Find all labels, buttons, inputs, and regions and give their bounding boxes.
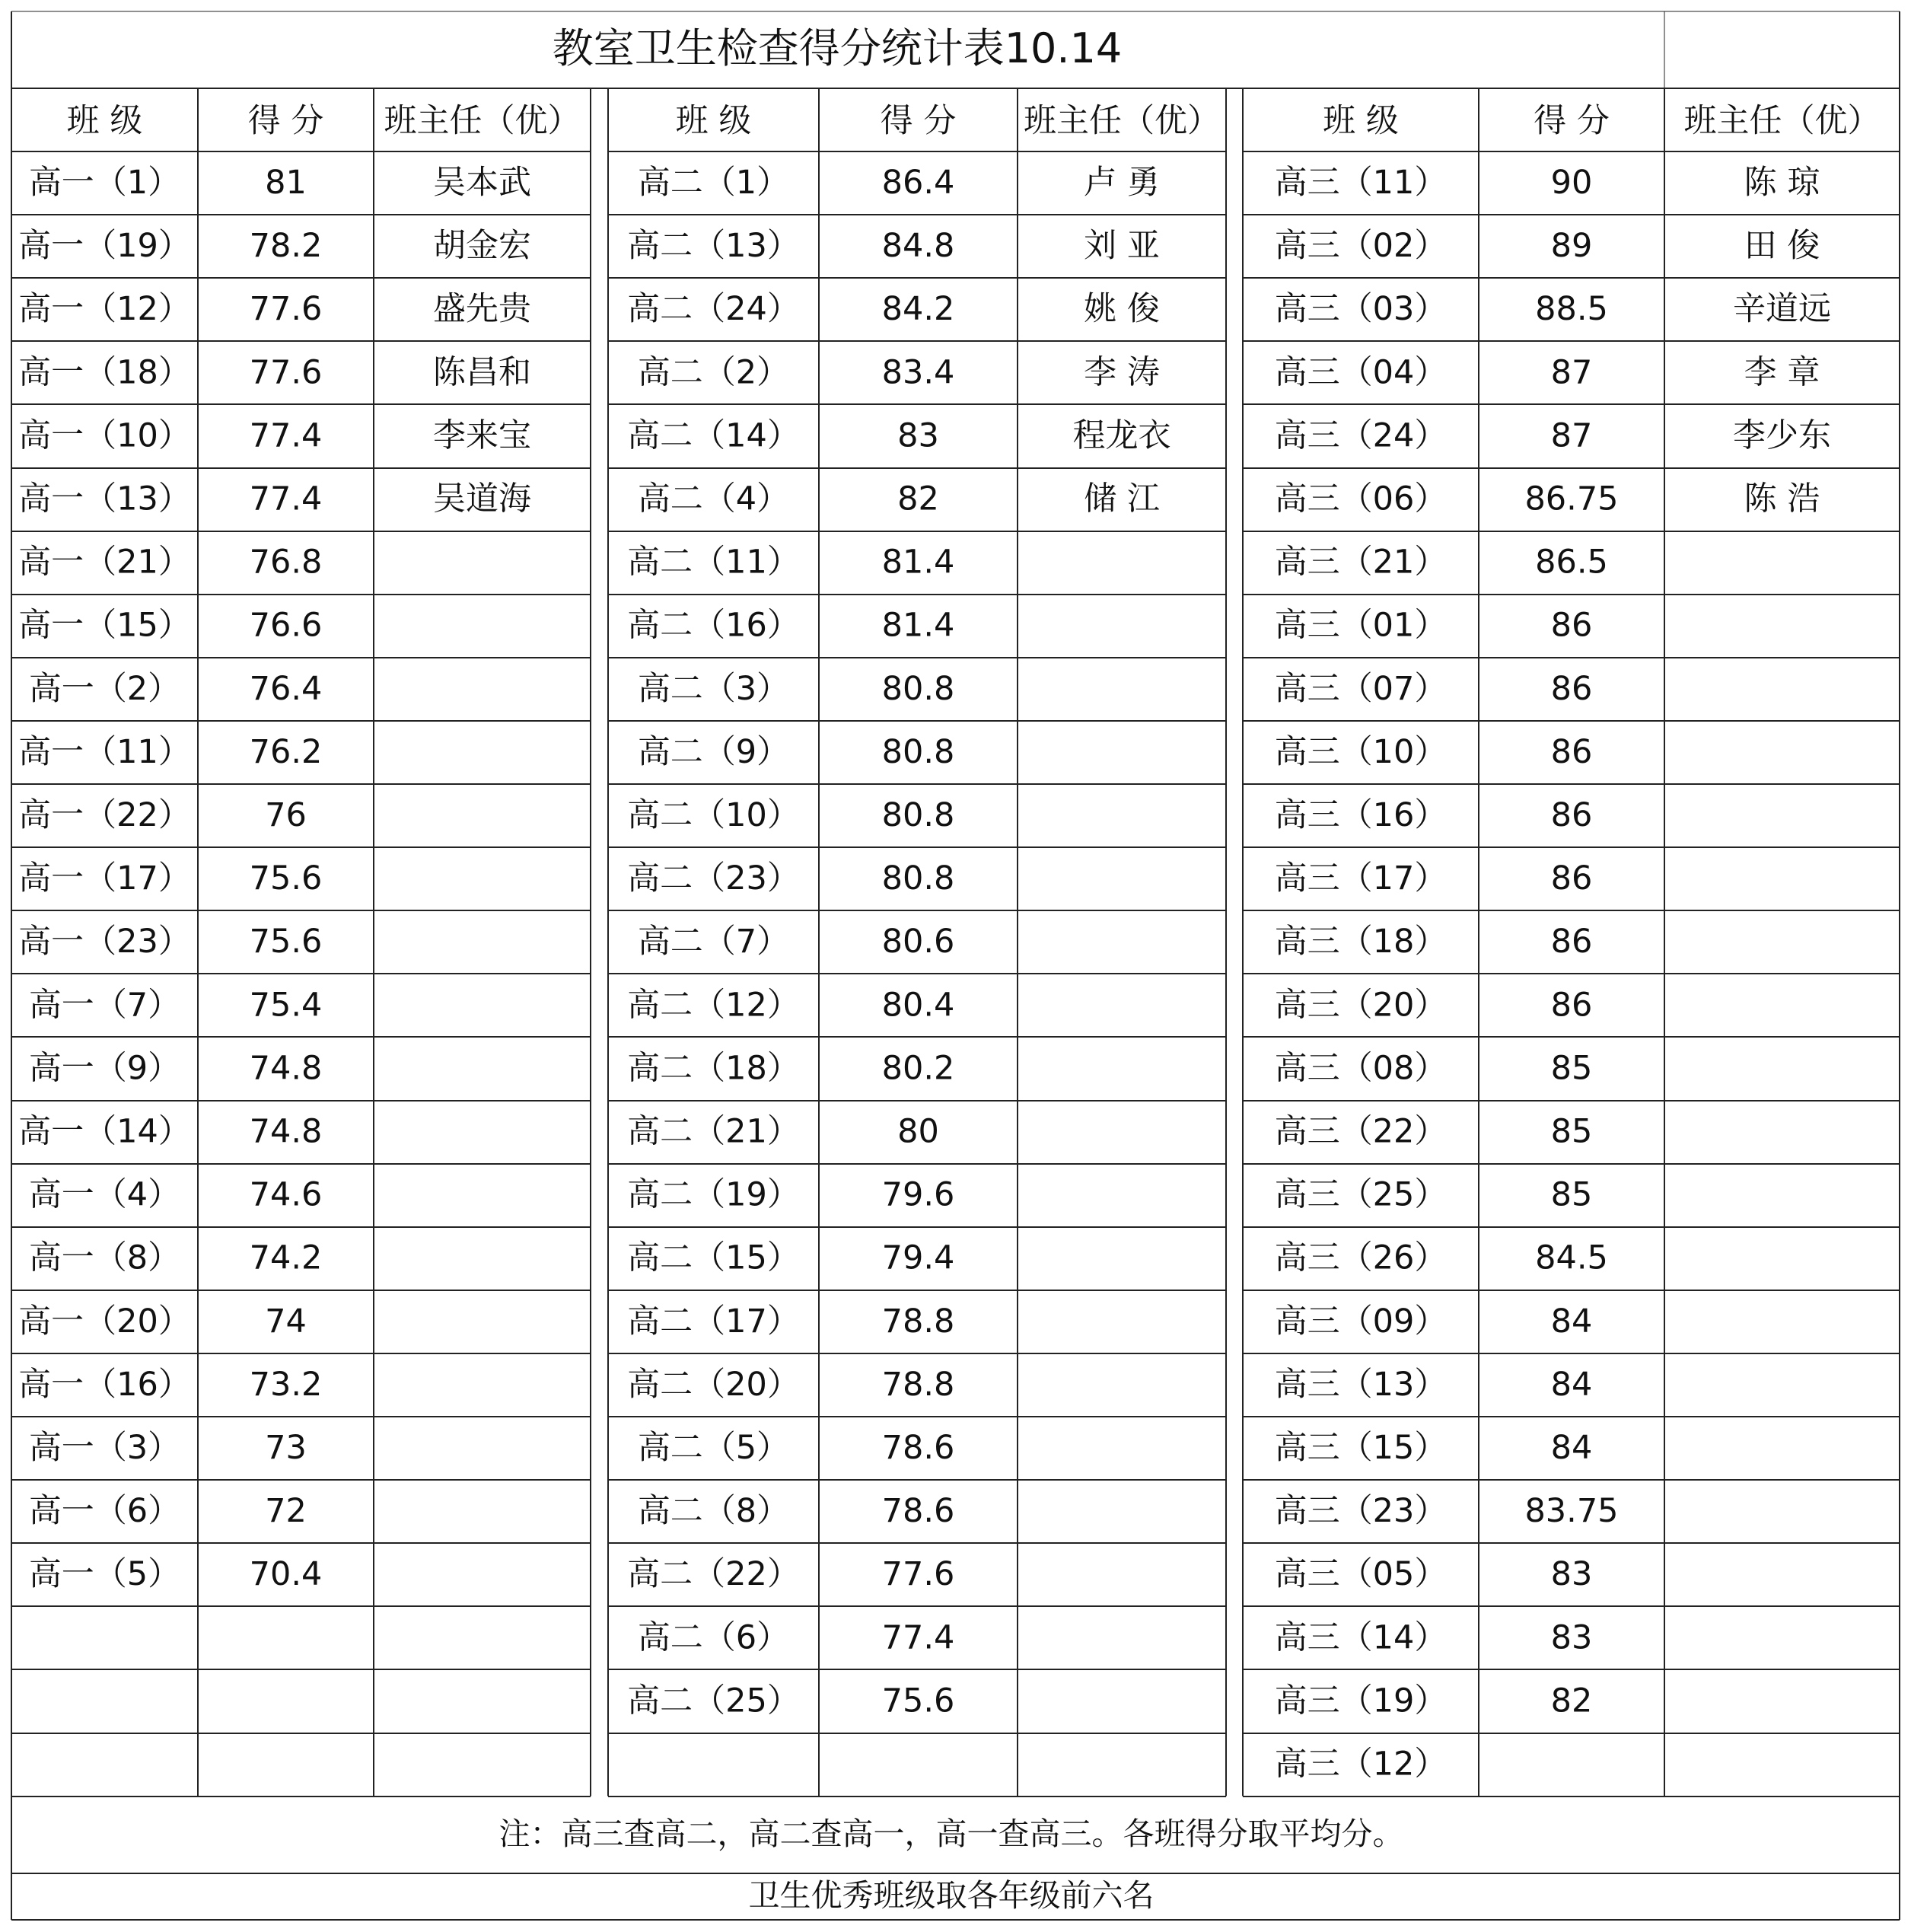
cell-class: 高一（10） bbox=[18, 416, 191, 455]
cell-class: 高一（20） bbox=[18, 1302, 191, 1341]
cell-class: 高三（09） bbox=[1274, 1302, 1448, 1341]
cell-teacher: 吴本武 bbox=[433, 164, 531, 202]
cell-class: 高二（9） bbox=[637, 732, 790, 771]
cell-class: 高三（25） bbox=[1274, 1175, 1448, 1214]
cell-class: 高二（6） bbox=[637, 1618, 790, 1657]
cell-teacher: 程龙衣 bbox=[1072, 416, 1171, 455]
cell-class: 高二（15） bbox=[627, 1239, 800, 1277]
cell-teacher: 辛道远 bbox=[1733, 290, 1831, 329]
cell-class: 高一（21） bbox=[18, 543, 191, 582]
cell-score: 83.4 bbox=[881, 353, 955, 392]
cell-class: 高一（6） bbox=[28, 1492, 181, 1531]
cell-class: 高二（23） bbox=[627, 859, 800, 898]
cell-score: 76 bbox=[265, 796, 307, 834]
cell-score: 74.2 bbox=[249, 1239, 323, 1277]
cell-score: 84 bbox=[1550, 1365, 1593, 1404]
cell-score: 77.4 bbox=[249, 480, 323, 518]
cell-class: 高三（21） bbox=[1274, 543, 1448, 582]
cell-class: 高三（24） bbox=[1274, 416, 1448, 455]
table-header-row bbox=[67, 102, 1881, 140]
cell-score: 84.5 bbox=[1535, 1239, 1608, 1277]
cell-class: 高三（11） bbox=[1274, 164, 1448, 202]
cell-class: 高一（19） bbox=[18, 227, 191, 266]
sheet-title: 教室卫生检查得分统计表10.14 bbox=[552, 24, 1123, 72]
cell-score: 77.6 bbox=[249, 353, 323, 392]
cell-score: 74 bbox=[265, 1302, 307, 1341]
cell-class: 高三（01） bbox=[1274, 606, 1448, 645]
cell-score: 87 bbox=[1550, 416, 1593, 455]
cell-class: 高一（4） bbox=[28, 1175, 181, 1214]
cell-teacher: 陈 琼 bbox=[1744, 164, 1820, 202]
cell-class: 高三（02） bbox=[1274, 227, 1448, 266]
cell-class: 高一（1） bbox=[28, 164, 181, 202]
cell-score: 84 bbox=[1550, 1302, 1593, 1341]
excellence-rule-note: 卫生优秀班级取各年级前六名 bbox=[748, 1877, 1155, 1914]
cell-class: 高三（04） bbox=[1274, 353, 1448, 392]
cell-class: 高二（18） bbox=[627, 1049, 800, 1088]
cell-score: 77.4 bbox=[881, 1618, 955, 1657]
cell-class: 高二（11） bbox=[627, 543, 800, 582]
cell-class: 高二（19） bbox=[627, 1175, 800, 1214]
cell-class: 高三（05） bbox=[1274, 1555, 1448, 1594]
cell-score: 78.8 bbox=[881, 1302, 955, 1341]
cell-class: 高三（14） bbox=[1274, 1618, 1448, 1657]
cell-score: 80.6 bbox=[881, 923, 955, 961]
cell-class: 高二（22） bbox=[627, 1555, 800, 1594]
cell-score: 80.4 bbox=[881, 986, 955, 1025]
cell-score: 78.6 bbox=[881, 1492, 955, 1531]
cell-score: 75.6 bbox=[249, 923, 323, 961]
cell-score: 81.4 bbox=[881, 543, 955, 582]
cell-class: 高二（1） bbox=[637, 164, 790, 202]
cell-teacher: 李少东 bbox=[1733, 416, 1831, 455]
cell-score: 76.4 bbox=[249, 669, 323, 708]
cell-class: 高二（2） bbox=[637, 353, 790, 392]
cell-class: 高二（21） bbox=[627, 1112, 800, 1151]
cell-class: 高一（3） bbox=[28, 1429, 181, 1467]
cell-score: 73.2 bbox=[249, 1365, 323, 1404]
cell-class: 高三（15） bbox=[1274, 1429, 1448, 1467]
cell-score: 75.6 bbox=[249, 859, 323, 898]
cell-class: 高一（12） bbox=[18, 290, 191, 329]
cell-score: 78.8 bbox=[881, 1365, 955, 1404]
cell-score: 80.8 bbox=[881, 732, 955, 771]
cell-class: 高一（22） bbox=[18, 796, 191, 834]
cell-class: 高二（17） bbox=[627, 1302, 800, 1341]
cell-class: 高三（19） bbox=[1274, 1682, 1448, 1720]
cell-score: 83 bbox=[1550, 1618, 1593, 1657]
cell-class: 高三（13） bbox=[1274, 1365, 1448, 1404]
header-teacher-grade2: 班主任（优） bbox=[1024, 102, 1220, 140]
cell-class: 高二（14） bbox=[627, 416, 800, 455]
cell-score: 76.2 bbox=[249, 732, 323, 771]
cell-score: 86 bbox=[1550, 796, 1593, 834]
cell-class: 高三（17） bbox=[1274, 859, 1448, 898]
cell-class: 高二（10） bbox=[627, 796, 800, 834]
cell-teacher: 刘 亚 bbox=[1084, 227, 1160, 266]
cell-class: 高一（14） bbox=[18, 1112, 191, 1151]
cell-score: 86.4 bbox=[881, 164, 955, 202]
cell-class: 高三（12） bbox=[1274, 1745, 1448, 1784]
cell-score: 77.4 bbox=[249, 416, 323, 455]
cell-score: 81.4 bbox=[881, 606, 955, 645]
cell-class: 高一（11） bbox=[18, 732, 191, 771]
cell-teacher: 李 涛 bbox=[1084, 353, 1160, 392]
cell-score: 75.6 bbox=[881, 1682, 955, 1720]
cell-score: 80.8 bbox=[881, 796, 955, 834]
cell-score: 86 bbox=[1550, 606, 1593, 645]
cell-class: 高一（17） bbox=[18, 859, 191, 898]
cell-class: 高三（10） bbox=[1274, 732, 1448, 771]
cell-score: 84.2 bbox=[881, 290, 955, 329]
cell-score: 76.8 bbox=[249, 543, 323, 582]
cell-score: 86 bbox=[1550, 859, 1593, 898]
cell-class: 高一（2） bbox=[28, 669, 181, 708]
cell-class: 高一（8） bbox=[28, 1239, 181, 1277]
cell-class: 高二（13） bbox=[627, 227, 800, 266]
cell-class: 高三（07） bbox=[1274, 669, 1448, 708]
cell-class: 高一（7） bbox=[28, 986, 181, 1025]
cell-class: 高一（15） bbox=[18, 606, 191, 645]
header-score-grade3: 得 分 bbox=[1534, 102, 1610, 140]
cell-score: 87 bbox=[1550, 353, 1593, 392]
header-class-grade2: 班 级 bbox=[675, 102, 752, 140]
cell-teacher: 储 江 bbox=[1084, 480, 1160, 518]
cell-score: 79.4 bbox=[881, 1239, 955, 1277]
cell-score: 75.4 bbox=[249, 986, 323, 1025]
cell-class: 高二（12） bbox=[627, 986, 800, 1025]
cell-teacher: 田 俊 bbox=[1744, 227, 1820, 266]
header-class-grade1: 班 级 bbox=[66, 102, 143, 140]
cell-teacher: 李来宝 bbox=[433, 416, 531, 455]
cell-teacher: 卢 勇 bbox=[1084, 164, 1160, 202]
cell-class: 高三（23） bbox=[1274, 1492, 1448, 1531]
cell-score: 83 bbox=[1550, 1555, 1593, 1594]
header-class-grade3: 班 级 bbox=[1323, 102, 1399, 140]
cell-class: 高二（3） bbox=[637, 669, 790, 708]
cell-score: 82 bbox=[897, 480, 939, 518]
cell-score: 85 bbox=[1550, 1112, 1593, 1151]
cell-teacher: 姚 俊 bbox=[1084, 290, 1160, 329]
cell-class: 高一（5） bbox=[28, 1555, 181, 1594]
cell-class: 高三（16） bbox=[1274, 796, 1448, 834]
cell-class: 高二（4） bbox=[637, 480, 790, 518]
cell-score: 83.75 bbox=[1524, 1492, 1619, 1531]
cell-score: 86.75 bbox=[1524, 480, 1619, 518]
cell-class: 高三（18） bbox=[1274, 923, 1448, 961]
cell-score: 85 bbox=[1550, 1175, 1593, 1214]
cell-score: 74.6 bbox=[249, 1175, 323, 1214]
header-teacher-grade3: 班主任（优） bbox=[1683, 102, 1881, 140]
cell-class: 高二（7） bbox=[637, 923, 790, 961]
cell-class: 高一（16） bbox=[18, 1365, 191, 1404]
cell-score: 78.6 bbox=[881, 1429, 955, 1467]
cell-score: 84.8 bbox=[881, 227, 955, 266]
cell-class: 高一（18） bbox=[18, 353, 191, 392]
cell-score: 88.5 bbox=[1535, 290, 1608, 329]
cell-class: 高二（20） bbox=[627, 1365, 800, 1404]
cell-score: 76.6 bbox=[249, 606, 323, 645]
cell-class: 高三（06） bbox=[1274, 480, 1448, 518]
cell-score: 86 bbox=[1550, 986, 1593, 1025]
cell-class: 高三（20） bbox=[1274, 986, 1448, 1025]
cell-score: 80.8 bbox=[881, 859, 955, 898]
cell-class: 高二（8） bbox=[637, 1492, 790, 1531]
cell-class: 高二（24） bbox=[627, 290, 800, 329]
cell-score: 86 bbox=[1550, 669, 1593, 708]
cell-teacher: 胡金宏 bbox=[433, 227, 531, 266]
cell-score: 72 bbox=[265, 1492, 307, 1531]
cell-score: 73 bbox=[265, 1429, 307, 1467]
header-teacher-grade1: 班主任（优） bbox=[384, 102, 581, 140]
cell-class: 高一（13） bbox=[18, 480, 191, 518]
header-score-grade1: 得 分 bbox=[247, 102, 324, 140]
cell-score: 83 bbox=[897, 416, 939, 455]
cell-class: 高二（16） bbox=[627, 606, 800, 645]
cell-class: 高二（5） bbox=[637, 1429, 790, 1467]
header-score-grade2: 得 分 bbox=[880, 102, 957, 140]
cell-score: 70.4 bbox=[249, 1555, 323, 1594]
cell-score: 90 bbox=[1550, 164, 1593, 202]
cell-class: 高二（25） bbox=[627, 1682, 800, 1720]
cell-score: 86 bbox=[1550, 923, 1593, 961]
cell-score: 77.6 bbox=[881, 1555, 955, 1594]
cell-score: 80 bbox=[897, 1112, 939, 1151]
cell-score: 82 bbox=[1550, 1682, 1593, 1720]
cell-teacher: 陈昌和 bbox=[433, 353, 531, 392]
inspection-note: 注：高三查高二，高二查高一，高一查高三。各班得分取平均分。 bbox=[498, 1816, 1404, 1852]
cell-teacher: 李 章 bbox=[1744, 353, 1820, 392]
cell-teacher: 陈 浩 bbox=[1744, 480, 1820, 518]
cell-score: 89 bbox=[1550, 227, 1593, 266]
cell-class: 高一（23） bbox=[18, 923, 191, 961]
cell-class: 高三（03） bbox=[1274, 290, 1448, 329]
cell-score: 77.6 bbox=[249, 290, 323, 329]
cell-teacher: 吴道海 bbox=[433, 480, 531, 518]
cell-score: 86.5 bbox=[1535, 543, 1608, 582]
cell-score: 80.2 bbox=[881, 1049, 955, 1088]
cell-teacher: 盛先贵 bbox=[433, 290, 531, 329]
cell-score: 85 bbox=[1550, 1049, 1593, 1088]
cell-class: 高三（08） bbox=[1274, 1049, 1448, 1088]
cell-class: 高三（26） bbox=[1274, 1239, 1448, 1277]
cell-score: 84 bbox=[1550, 1429, 1593, 1467]
cell-score: 80.8 bbox=[881, 669, 955, 708]
cell-score: 79.6 bbox=[881, 1175, 955, 1214]
cell-score: 78.2 bbox=[249, 227, 323, 266]
cell-score: 81 bbox=[265, 164, 307, 202]
cell-score: 74.8 bbox=[249, 1049, 323, 1088]
cell-score: 74.8 bbox=[249, 1112, 323, 1151]
cell-class: 高一（9） bbox=[28, 1049, 181, 1088]
cell-score: 86 bbox=[1550, 732, 1593, 771]
cell-class: 高三（22） bbox=[1274, 1112, 1448, 1151]
